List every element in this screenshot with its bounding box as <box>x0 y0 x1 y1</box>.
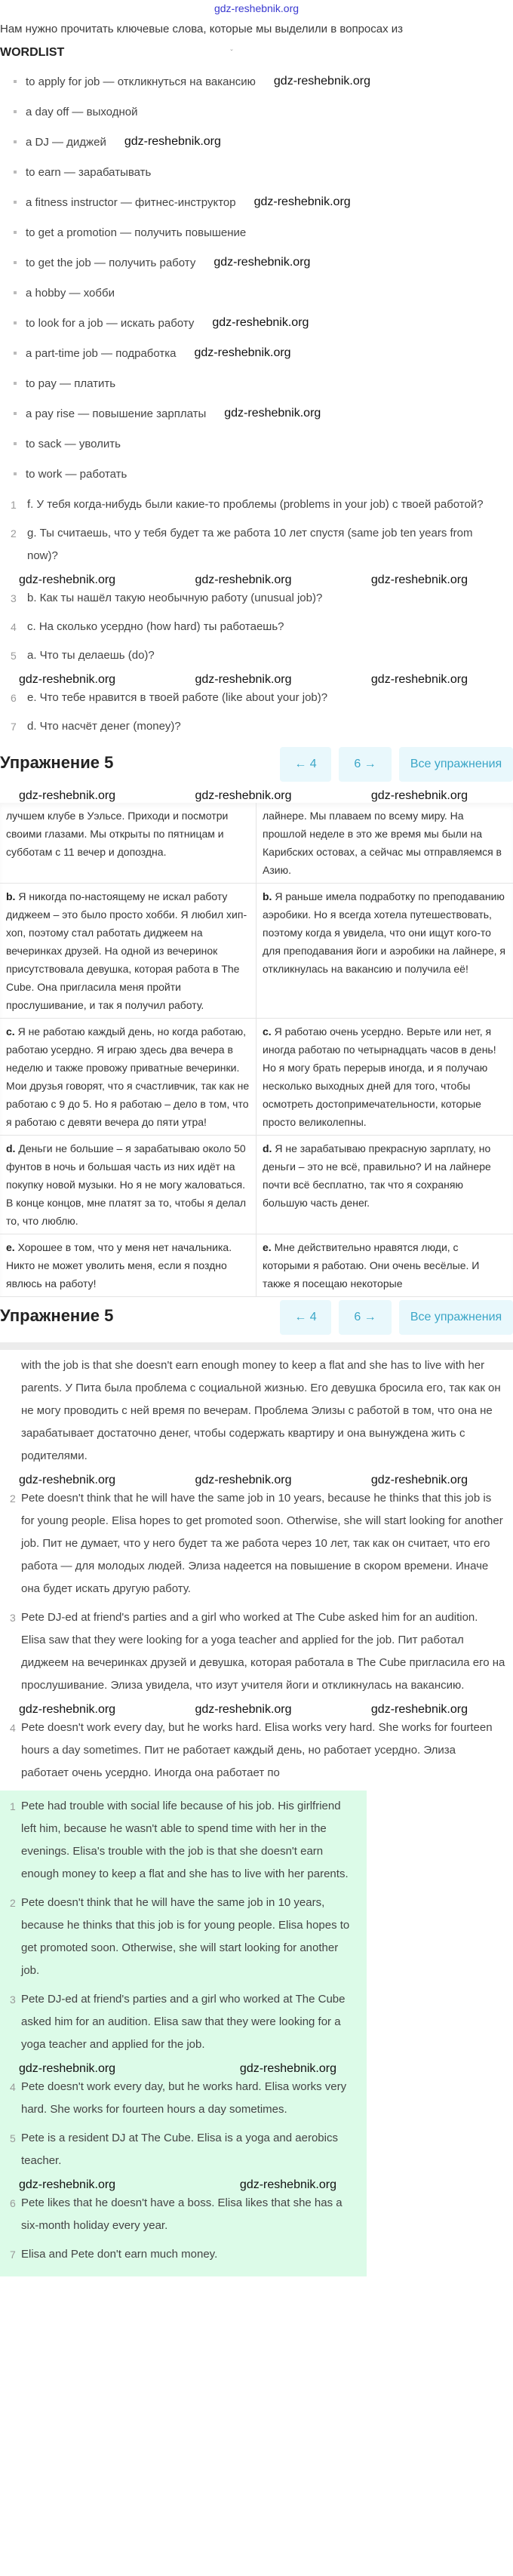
question-number: 6 <box>11 692 17 704</box>
bullet-icon <box>14 171 17 174</box>
table-cell-right <box>256 1019 513 1135</box>
cell-text: лучшем клубе в Уэльсе. Приходи и посмотри своими глазами. Мы открыты по пятницам и субботам с 11 вечер и допоздна. <box>6 810 229 858</box>
watermark: gdz-reshebnik.org <box>19 2062 116 2075</box>
answer-text: Pete had trouble with social life because of his job. His girlfriend left him, because he wasn't able to spend time with her in the evenings. Elisa's trouble with the job is that she doesn't earn enough money to keep a flat and she has to live with her parents. <box>21 1800 349 1880</box>
answer-text: Pete DJ-ed at friend's parties and a girl who worked at The Cube asked him for an audition. Elisa saw that they were looking for a yoga teacher and applied for the job. <box>21 1993 346 2051</box>
item-number: 4 <box>10 1722 16 1734</box>
wordlist-item-text: to pay — платить <box>26 377 116 390</box>
answers-box <box>0 1791 367 2276</box>
item-text: with the job is that she doesn't earn enough money to keep a flat and she has to live with her parents. У Пита была проблема с социальной жизнью. Его девушка бросила его, так как он не могу проводить с ней время по вечерам. Проблема Элизы с работой в том, что она не зарабатывает достаточно денег, чтобы содержать квартиру и она вынуждена жить с родителями. <box>21 1359 501 1462</box>
bullet-icon <box>14 140 17 143</box>
all-exercises-button[interactable]: Все упражнения <box>399 747 513 782</box>
table-cell-right <box>256 884 513 1018</box>
table-row <box>0 884 513 1019</box>
wordlist-item <box>0 459 513 489</box>
table-cell-right <box>256 1136 513 1234</box>
cell-text: Я раньше имела подработку по преподаванию аэробики. Но я всегда хотела путешествовать, поэтому когда я увидела, что они ищут кого-то для преподавания йоги и аэробики на лайнере, я откликнулась на вакансию и получила её! <box>263 890 506 975</box>
answer-text: Pete doesn't think that he will have the same job in 10 years, because he thinks that this job is for young people. Elisa hopes to get promoted soon. Otherwise, she will start looking for another job. <box>21 1896 350 1977</box>
table-row <box>0 1234 513 1297</box>
watermark: gdz-reshebnik.org <box>19 573 116 586</box>
question-number: 5 <box>11 650 17 662</box>
answer-item <box>0 1795 367 1886</box>
wordlist-item <box>0 429 513 459</box>
page-title: Упражнение 5 <box>0 753 114 772</box>
watermark: gdz-reshebnik.org <box>213 256 311 269</box>
wordlist-item-text: a hobby — хобби <box>26 286 115 300</box>
question-item <box>0 616 513 638</box>
translation-table <box>0 803 513 1297</box>
bullet-icon <box>14 231 17 234</box>
item-letter: e. <box>263 1241 272 1253</box>
wordlist-item <box>0 187 513 217</box>
prev-exercise-button[interactable]: ← 4 <box>280 747 331 782</box>
watermark-strip <box>0 789 513 803</box>
question-number: 4 <box>11 621 17 633</box>
wordlist-item-text: a part-time job — подработка <box>26 346 177 360</box>
watermark: gdz-reshebnik.org <box>212 316 309 329</box>
question-item <box>0 522 513 567</box>
watermark: gdz-reshebnik.org <box>224 407 321 420</box>
watermark: gdz-reshebnik.org <box>213 2 300 14</box>
wordlist-item-text: a fitness instructor — фитнес-инструктор <box>26 195 236 209</box>
cell-text: лайнере. Мы плаваем по всему миру. На прошлой неделе в это же время мы были на Карибских остовах, а сейчас мы отправляемся в Азию. <box>263 810 502 876</box>
wordlist-item-text: to work — работать <box>26 467 127 481</box>
translation-item <box>0 1717 513 1784</box>
watermark: gdz-reshebnik.org <box>19 673 116 686</box>
wordlist-item <box>0 278 513 308</box>
question-item <box>0 687 513 709</box>
wordlist-item-text: to sack — уволить <box>26 437 121 450</box>
wordlist-item <box>0 157 513 187</box>
watermark: gdz-reshebnik.org <box>239 2062 336 2075</box>
watermark: gdz-reshebnik.org <box>19 1703 116 1716</box>
cell-text: Хорошее в том, что у меня нет начальника. Никто не может уволить меня, если я поздно явлюсь на работу! <box>6 1241 232 1290</box>
question-text: d. Что насчёт денег (money)? <box>27 720 181 733</box>
wordlist-item <box>0 127 513 157</box>
answer-item <box>0 2192 367 2237</box>
table-cell-left <box>0 1234 256 1296</box>
bullet-icon <box>14 291 17 294</box>
item-text: Pete doesn't work every day, but he works hard. Elisa works very hard. She works for fourteen hours a day sometimes. Пит не работает каждый день, но работает усердно. Элиза работает очень усердно. Иногда она работает по <box>21 1721 493 1779</box>
cell-text: Я не работаю каждый день, но когда работаю, работаю усердно. Я играю здесь два вечера в неделю и также провожу приватные вечеринки. Мои друзья говорят, что я счастливчик, так как не работаю с 9 до 5. Но я работаю – дело в том, что я работаю с девяти вечера до пяти утра! <box>6 1025 250 1128</box>
question-number: 3 <box>11 592 17 604</box>
bullet-icon <box>14 352 17 355</box>
wordlist-item-text: a DJ — диджей <box>26 135 106 149</box>
question-text: f. У тебя когда-нибудь были какие-то проблемы (problems in your job) с твоей работой? <box>27 498 484 511</box>
wordlist-item-text: to apply for job — откликнуться на вакансию <box>26 75 256 88</box>
item-number: 2 <box>10 1492 16 1505</box>
watermark-strip <box>0 2178 367 2192</box>
wordlist-item <box>0 398 513 429</box>
bullet-icon <box>14 261 17 264</box>
answer-item <box>0 2076 367 2121</box>
watermark: gdz-reshebnik.org <box>195 1474 292 1486</box>
watermark-strip <box>0 1474 513 1487</box>
exercise-header <box>0 744 513 789</box>
item-letter: c. <box>6 1025 15 1037</box>
answer-text: Elisa and Pete don't earn much money. <box>21 2248 218 2261</box>
wordlist-item-text: a day off — выходной <box>26 105 138 118</box>
question-text: c. На сколько усердно (how hard) ты работаешь? <box>27 620 284 633</box>
watermark-top <box>0 0 513 17</box>
next-exercise-button[interactable]: 6 → <box>339 747 392 782</box>
translation-item <box>0 1487 513 1600</box>
question-number: 2 <box>11 527 17 539</box>
watermark: gdz-reshebnik.org <box>239 2178 336 2191</box>
page-title: Упражнение 5 <box>0 1306 114 1325</box>
next-exercise-button[interactable]: 6 → <box>339 1300 392 1335</box>
watermark-strip <box>0 573 513 587</box>
watermark: gdz-reshebnik.org <box>370 673 468 686</box>
answer-number: 7 <box>10 2249 16 2261</box>
watermark: gdz-reshebnik.org <box>370 1474 468 1486</box>
wordlist-item <box>0 217 513 247</box>
bullet-icon <box>14 110 17 113</box>
item-letter: d. <box>6 1142 16 1154</box>
watermark: gdz-reshebnik.org <box>195 573 292 586</box>
wordlist-item <box>0 308 513 338</box>
answer-text: Pete is a resident DJ at The Cube. Elisa is a yoga and aerobics teacher. <box>21 2132 338 2167</box>
exercise-header-sticky <box>0 1297 513 1342</box>
question-text: b. Как ты нашёл такую необычную работу (unusual job)? <box>27 592 323 604</box>
watermark: gdz-reshebnik.org <box>370 573 468 586</box>
watermark: gdz-reshebnik.org <box>195 789 292 802</box>
watermark-strip <box>0 2062 367 2076</box>
watermark: gdz-reshebnik.org <box>195 673 292 686</box>
bullet-icon <box>14 80 17 83</box>
table-cell-left <box>0 1019 256 1135</box>
answer-item <box>0 2243 367 2266</box>
wordlist-item-text: to get a promotion — получить повышение <box>26 226 247 239</box>
watermark: gdz-reshebnik.org <box>124 135 221 148</box>
cell-text: Я работаю очень усердно. Верьте или нет, я иногда работаю по четырнадцать часов в день! Но я могу брать перерыв иногда, и я получаю несколько выходных дней для того, чтобы осмотреть достопримечательности, которые просто великолепны. <box>263 1025 496 1128</box>
watermark: gdz-reshebnik.org <box>273 75 370 88</box>
item-letter: d. <box>263 1142 272 1154</box>
watermark-strip <box>0 673 513 687</box>
wordlist <box>0 66 513 489</box>
wordlist-title: WORDLIST <box>0 46 65 59</box>
wordlist-item <box>0 66 513 97</box>
question-text: e. Что тебе нравится в твоей работе (like about your job)? <box>27 691 328 704</box>
bullet-icon <box>14 472 17 475</box>
questions-list <box>0 493 513 738</box>
item-letter: c. <box>263 1025 272 1037</box>
answer-number: 1 <box>10 1800 16 1812</box>
item-text: Pete doesn't think that he will have the same job in 10 years, because he thinks that this job is for young people. Elisa hopes to get promoted soon. Otherwise, she will start looking for another job. Пит не думает, что у него будет та же работа через 10 лет, так как он считает, что его работа — для молодых людей. Элиза надеется на повышение в скором времени. Иначе она будет искать другую работу. <box>21 1492 503 1595</box>
cell-text: Я никогда по-настоящему не искал работу диджеем – это было просто хобби. Я любил хип-хоп, поэтому стал работать диджеем на вечеринках друзей. На одной из вечеринок присутствовала девушка, которая работа в The Cube. Она пригласила меня пройти прослушивание, и так я получил работу. <box>6 890 247 1011</box>
watermark: gdz-reshebnik.org <box>370 1703 468 1716</box>
bullet-icon <box>14 382 17 385</box>
item-letter: b. <box>263 890 272 902</box>
table-cell-right <box>256 1234 513 1296</box>
question-text: a. Что ты делаешь (do)? <box>27 649 155 662</box>
question-number: 7 <box>11 721 17 733</box>
answer-number: 5 <box>10 2132 16 2144</box>
question-text: g. Ты считаешь, что у тебя будет та же работа 10 лет спустя (same job ten years from now)? <box>27 527 473 562</box>
cell-text: Я не зарабатываю прекрасную зарплату, но деньги – это не всё, правильно? И на лайнере почти всё бесплатно, так что я сохраняю большую часть денег. <box>263 1142 491 1209</box>
bullet-icon <box>14 412 17 415</box>
question-item <box>0 644 513 667</box>
watermark-strip <box>0 1703 513 1717</box>
item-letter: e. <box>6 1241 15 1253</box>
divider <box>0 1342 513 1350</box>
all-exercises-button[interactable]: Все упражнения <box>399 1300 513 1335</box>
item-letter: b. <box>6 890 16 902</box>
answer-item <box>0 2127 367 2172</box>
watermark: gdz-reshebnik.org <box>253 195 351 208</box>
answer-number: 4 <box>10 2081 16 2093</box>
item-text: Pete DJ-ed at friend's parties and a girl who worked at The Cube asked him for an audition. Elisa saw that they were looking for a yoga teacher and applied for the job. Пит работал диджеем на вечеринках друзей и девушка, которая работала в The Cube пригласила его на прослушивание. Элиза увидела, что изут учителя йоги и откликнулась на вакансию. <box>21 1611 505 1692</box>
translation-item <box>0 1354 513 1468</box>
answer-text: Pete doesn't work every day, but he works hard. Elisa works very hard. She works for fourteen hours a day sometimes. <box>21 2080 347 2116</box>
question-item <box>0 715 513 738</box>
watermark: gdz-reshebnik.org <box>19 789 116 802</box>
watermark: gdz-reshebnik.org <box>370 789 468 802</box>
wordlist-item <box>0 97 513 127</box>
answer-number: 6 <box>10 2197 16 2209</box>
answer-number: 2 <box>10 1897 16 1909</box>
table-cell-left <box>0 803 256 883</box>
watermark: gdz-reshebnik.org <box>194 346 291 359</box>
wordlist-item-text: a pay rise — повышение зарплаты <box>26 407 207 420</box>
question-item <box>0 587 513 610</box>
wordlist-item <box>0 368 513 398</box>
answer-item <box>0 1988 367 2056</box>
question-item <box>0 493 513 516</box>
bullet-icon <box>14 442 17 445</box>
watermark: gdz-reshebnik.org <box>19 1474 116 1486</box>
table-row <box>0 1136 513 1234</box>
bullet-icon <box>14 201 17 204</box>
wordlist-header <box>0 44 513 62</box>
answer-text: Pete likes that he doesn't have a boss. Elisa likes that she has a six-month holiday every year. <box>21 2196 343 2232</box>
wordlist-item-text: to look for a job — искать работу <box>26 316 195 330</box>
wordlist-item <box>0 247 513 278</box>
table-row <box>0 803 513 884</box>
watermark: gdz-reshebnik.org <box>19 2178 116 2191</box>
bullet-icon <box>14 321 17 324</box>
answer-item <box>0 1892 367 1982</box>
translations-list <box>0 1350 513 1784</box>
table-cell-left <box>0 884 256 1018</box>
question-number: 1 <box>11 499 17 511</box>
table-cell-left <box>0 1136 256 1234</box>
wordlist-item-text: to earn — зарабатывать <box>26 165 152 179</box>
cell-text: Мне действительно нравятся люди, с которыми я работаю. Они очень весёлые. И также я посещаю некоторые <box>263 1241 480 1290</box>
translation-item <box>0 1606 513 1697</box>
wordlist-item-text: to get the job — получить работу <box>26 256 196 269</box>
cell-text: Деньги не большие – я зарабатываю около 50 фунтов в ночь и большая часть из них идёт на покупку новой музыки. Но я не могу жаловаться. В конце концов, мне платят за то, чтобы я делал то, что люблю. <box>6 1142 247 1227</box>
caret-icon: ˇ <box>230 48 233 57</box>
prev-exercise-button[interactable]: ← 4 <box>280 1300 331 1335</box>
answer-number: 3 <box>10 1993 16 2006</box>
table-cell-right <box>256 803 513 883</box>
wordlist-item <box>0 338 513 368</box>
item-number: 3 <box>10 1612 16 1624</box>
table-row <box>0 1019 513 1136</box>
watermark: gdz-reshebnik.org <box>195 1703 292 1716</box>
intro-text: Нам нужно прочитать ключевые слова, которые мы выделили в вопросах из <box>0 23 404 35</box>
